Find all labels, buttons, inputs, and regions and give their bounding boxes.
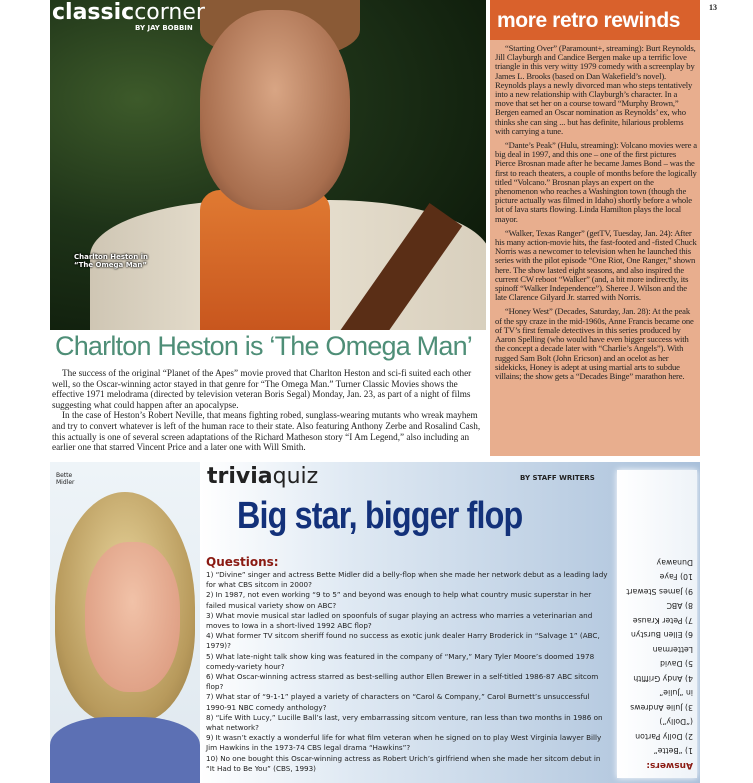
- answer: 5) David: [660, 659, 693, 669]
- paragraph: “Dante’s Peak” (Hulu, streaming): Volcano movies were a big deal in 1997, and this one – one of the first pictures Pierce Brosnan made after he became James Bond – was the first to reach theaters, a couple of months before the logically titled “Volcano.” Brosnan plays an expert on the phenomenon who reaches a Washington town (though the picture actually was filmed in Idaho) shortly before a whole lot of lava starts flowing. Linda Hamilton plays the local mayor.: [495, 140, 697, 224]
- question: 10) No one bought this Oscar-winning actress as Robert Urich’s girlfriend when she made her sitcom debut in “It Had to Be You” (CBS, 1993): [206, 753, 601, 773]
- questions-list: [206, 570, 610, 774]
- answer: 2) Dolly Parton: [635, 732, 693, 741]
- trivia-byline: BY STAFF WRITERS: [520, 474, 595, 482]
- paragraph: In the case of Heston’s Robert Neville, that means fighting robed, sunglass-wearing mutants who wreak mayhem and try to convert whatever is left of the human race to their state. Also featuring Anthony Zerbe and Rosalind Cash, this actually is one of several screen adaptations of the Richard Matheson story “I Am Legend,” also including an earlier one that starred Vincent Price and a later one with Will Smith.: [52, 410, 481, 453]
- paragraph: The success of the original “Planet of the Apes” movie proved that Charlton Heston and sci-fi suited each other well, so the Oscar-winning actor stayed in that genre for “The Omega Man.” Turner Classic Movies shows the effective 1971 melodrama (directed by television veteran Boris Segal) Monday, Jan. 23, as part of a night of films suggesting what could happen after an apocalypse.: [52, 368, 472, 410]
- answer: 8) ABC: [666, 601, 693, 611]
- photo-caption: Charlton Heston in “The Omega Man”: [74, 253, 149, 269]
- question: 7) What star of “9-1-1” played a variety of characters on “Carol & Company,” Carol Burnett’s unsuccessful 1990-91 NBC comedy anthology?: [206, 692, 590, 712]
- questions-heading: Questions:: [206, 555, 279, 569]
- answer: 4) Andy Griffith: [633, 674, 693, 683]
- question: 8) “Life With Lucy,” Lucille Ball’s last, very embarrassing sitcom venture, ran less than two months in 1986 on what network?: [206, 712, 603, 733]
- classic-corner-byline: BY JAY BOBBIN: [135, 24, 193, 32]
- paragraph: “Starting Over” (Paramount+, streaming): Burt Reynolds, Jill Clayburgh and Candice Bergen make up a terrific love triangle in this very witty 1979 comedy with a screenplay by James L. Brooks (based on Dan Wakefield’s novel). Reynolds plays a newly divorced man who steps tentatively into a new relationship with Clayburgh’s character. In a move that set her on a course toward “Murphy Brown,” Bergen earned an Oscar nomination as Reynolds’ ex, who thinks she can sing ... but has definite, hilarious problems with carrying a tune.: [495, 43, 696, 136]
- answer: 6) Ellen Burstyn: [630, 630, 693, 640]
- bette-midler-photo: [50, 462, 200, 783]
- answer: Dunaway: [656, 558, 693, 567]
- answer: 1) “Bette”: [653, 746, 693, 756]
- paragraph: “Honey West” (Decades, Saturday, Jan. 28): At the peak of the spy craze in the mid-1960s, Anne Francis became one of TV’s first female detectives in this series produced by Aaron Spelling (who would have even bigger success with the concept a decade later with “Charlie’s Angels”). With rugged Sam Bolt (John Ericson) and an ocelot as her sidekicks, Honey is adept at using martial arts to subdue villains; the show gets a “Decades Binge” marathon here.: [495, 306, 694, 381]
- photo-label: Bette Midler: [56, 472, 75, 486]
- question: 5) What late-night talk show king was featured in the company of “Mary,” Mary Tyler Moore’s doomed 1978 comedy-variety hour?: [206, 651, 595, 671]
- answer: 3) Julie Andrews: [630, 703, 693, 712]
- paragraph: “Walker, Texas Ranger” (getTV, Tuesday, Jan. 24): After his many action-movie hits, the fast-footed and -fisted Chuck Norris was a newcomer to television when he launched this series with the pilot episode “One Riot, One Ranger,” shown here. The show lasted eight seasons, and also inspired the current CW reboot “Walker” (and, a bit more indirectly, its spinoff “Walker Independence”). Sheree J. Wilson and the late Clarence Gilyard Jr. starred with Norris.: [495, 227, 697, 303]
- question: 2) In 1987, not even working “9 to 5” and beyond was enough to help what country music superstar in her failed musical variety show on ABC?: [206, 590, 592, 610]
- retro-rewinds-header: more retro rewinds: [490, 0, 700, 40]
- heston-photo: [50, 0, 486, 330]
- answer: (“Dolly”): [659, 717, 693, 727]
- answer: 10) Faye: [659, 572, 693, 582]
- question: 9) It wasn’t exactly a wonderful life for what film veteran when he signed on to play West Virginia lawyer Billy Jim Hawkins in the 1973-74 CBS legal drama “Hawkins”?: [206, 733, 602, 753]
- answers-heading: Answers:: [646, 760, 693, 770]
- question: 1) “Divine” singer and actress Bette Midler did a belly-flop when she made her network debut as a leading lady for what CBS sitcom in 2000?: [206, 570, 608, 590]
- retro-rewinds-body: [490, 40, 700, 456]
- article-headline: Charlton Heston is ‘The Omega Man’: [55, 331, 472, 361]
- answers-column-upside-down: [617, 470, 697, 778]
- page-number: 13: [709, 3, 717, 12]
- classic-corner-title: classiccorner: [52, 0, 205, 25]
- answer: Letterman: [652, 645, 693, 654]
- trivia-quiz-title: triviaquiz: [207, 464, 319, 489]
- trivia-headline: Big star, bigger flop: [237, 495, 523, 537]
- article-body: [52, 368, 486, 453]
- answer: 9) James Stewart: [626, 587, 693, 596]
- question: 3) What movie musical star ladled on spoonfuls of sugar playing an actress who marries a veterinarian and moves to Iowa in a short-lived 1992 ABC flop?: [206, 610, 593, 631]
- question: 4) What former TV sitcom sheriff found no success as exotic junk dealer Harry Broderick in “Salvage 1” (ABC, 1979)?: [206, 631, 600, 651]
- question: 6) What Oscar-winning actress starred as best-selling author Ellen Brewer in a self-titled 1986-87 ABC sitcom flop?: [206, 672, 599, 692]
- answer: in “Julie”: [659, 688, 693, 698]
- answer: 7) Peter Krause: [632, 616, 693, 625]
